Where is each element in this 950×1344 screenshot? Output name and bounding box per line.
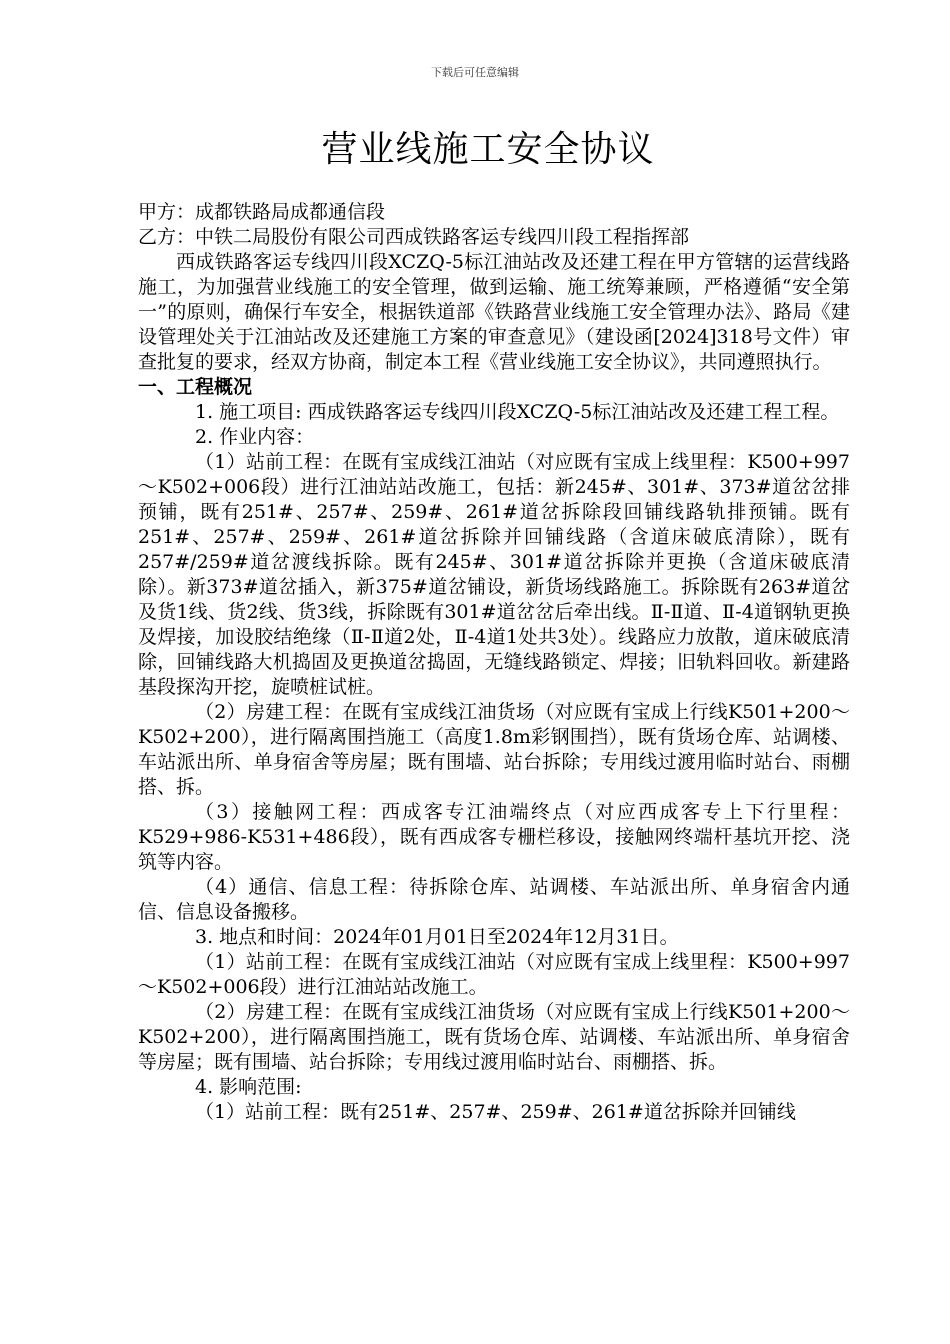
item-construction-project: 1. 施工项目: 西成铁路客运专线四川段XCZQ-5标江油站改及还建工程工程。 [195,401,840,423]
document-body [138,200,850,1125]
party-a: 甲方：成都铁路局成都通信段 [138,201,386,223]
item-impact-station: （1）站前工程：既有251#、257#、259#、261#道岔拆除并回铺线 [195,1101,796,1123]
item-work-content: 2. 作业内容： [195,426,315,448]
item-impact-scope: 4. 影响范围: [195,1076,302,1098]
item-building-works: （2）房建工程：在既有宝成线江油货场（对应既有宝成上行线K501+200～K502+200），进行隔离围挡施工（高度1.8m彩钢围挡），既有货场仓库、站调楼、车站派出所、单身宿舍等房屋；既有围墙、站台拆除；专用线过渡用临时站台、雨棚搭、拆。 [138,701,850,798]
item-location-time: 3. 地点和时间：2024年01月01日至2024年12月31日。 [195,926,679,948]
party-b: 乙方：中铁二局股份有限公司西成铁路客运专线四川段工程指挥部 [138,226,690,248]
item-catenary-works: （3）接触网工程：西成客专江油端终点（对应西成客专上下行里程：K529+986-K531+486段），既有西成客专栅栏移设，接触网终端杆基坑开挖、浇筑等内容。 [138,801,850,873]
item-location-building: （2）房建工程：在既有宝成线江油货场（对应既有宝成上行线K501+200～K502+200），进行隔离围挡施工，既有货场仓库、站调楼、车站派出所、单身宿舍等房屋；既有围墙、站台拆除；专用线过渡用临时站台、雨棚搭、拆。 [138,1001,850,1073]
item-station-works: （1）站前工程：在既有宝成线江油站（对应既有宝成上线里程：K500+997～K502+006段）进行江油站站改施工，包括：新245#、301#、373#道岔岔排预铺，既有251#、257#、259#、261#道岔拆除段回铺线路轨排预铺。既有251#、257#、259#、261#道岔拆除并回铺线路（含道床破底清除），既有257#/259#道岔渡线拆除。既有245#、301#道岔拆除并更换（含道床破底清除）。新373#道岔插入，新375#道岔铺设，新货场线路施工。拆除既有263#道岔及货1线、货2线、货3线，拆除既有301#道岔岔后牵出线。Ⅱ-Ⅱ道、Ⅱ-4道钢轨更换及焊接，加设胶结绝缘（Ⅱ-Ⅱ道2处，Ⅱ-4道1处共3处）。线路应力放散，道床破底清除，回铺线路大机捣固及更换道岔捣固，无缝线路锁定、焊接；旧轨料回收。新建路基段探沟开挖，旋喷桩试桩。 [138,451,850,698]
document-title: 营业线施工安全协议 [321,129,655,170]
item-communication-works: （4）通信、信息工程：待拆除仓库、站调楼、车站派出所、单身宿舍内通信、信息设备搬移。 [138,876,850,923]
intro-paragraph: 西成铁路客运专线四川段XCZQ-5标江油站改及还建工程在甲方管辖的运营线路施工，为加强营业线施工的安全管理，做到运输、施工统筹兼顾，严格遵循“安全第一”的原则，确保行车安全，根据铁道部《铁路营业线施工安全管理办法》、路局《建设管理处关于江油站改及还建施工方案的审查意见》（建设函[2024]318号文件）审查批复的要求，经双方协商，制定本工程《营业线施工安全协议》，共同遵照执行。 [138,251,850,373]
item-location-station: （1）站前工程：在既有宝成线江油站（对应既有宝成上线里程：K500+997～K502+006段）进行江油站站改施工。 [138,951,850,998]
section-heading: 一、工程概况 [138,376,253,398]
header-note: 下载后可任意编辑 [431,66,519,79]
